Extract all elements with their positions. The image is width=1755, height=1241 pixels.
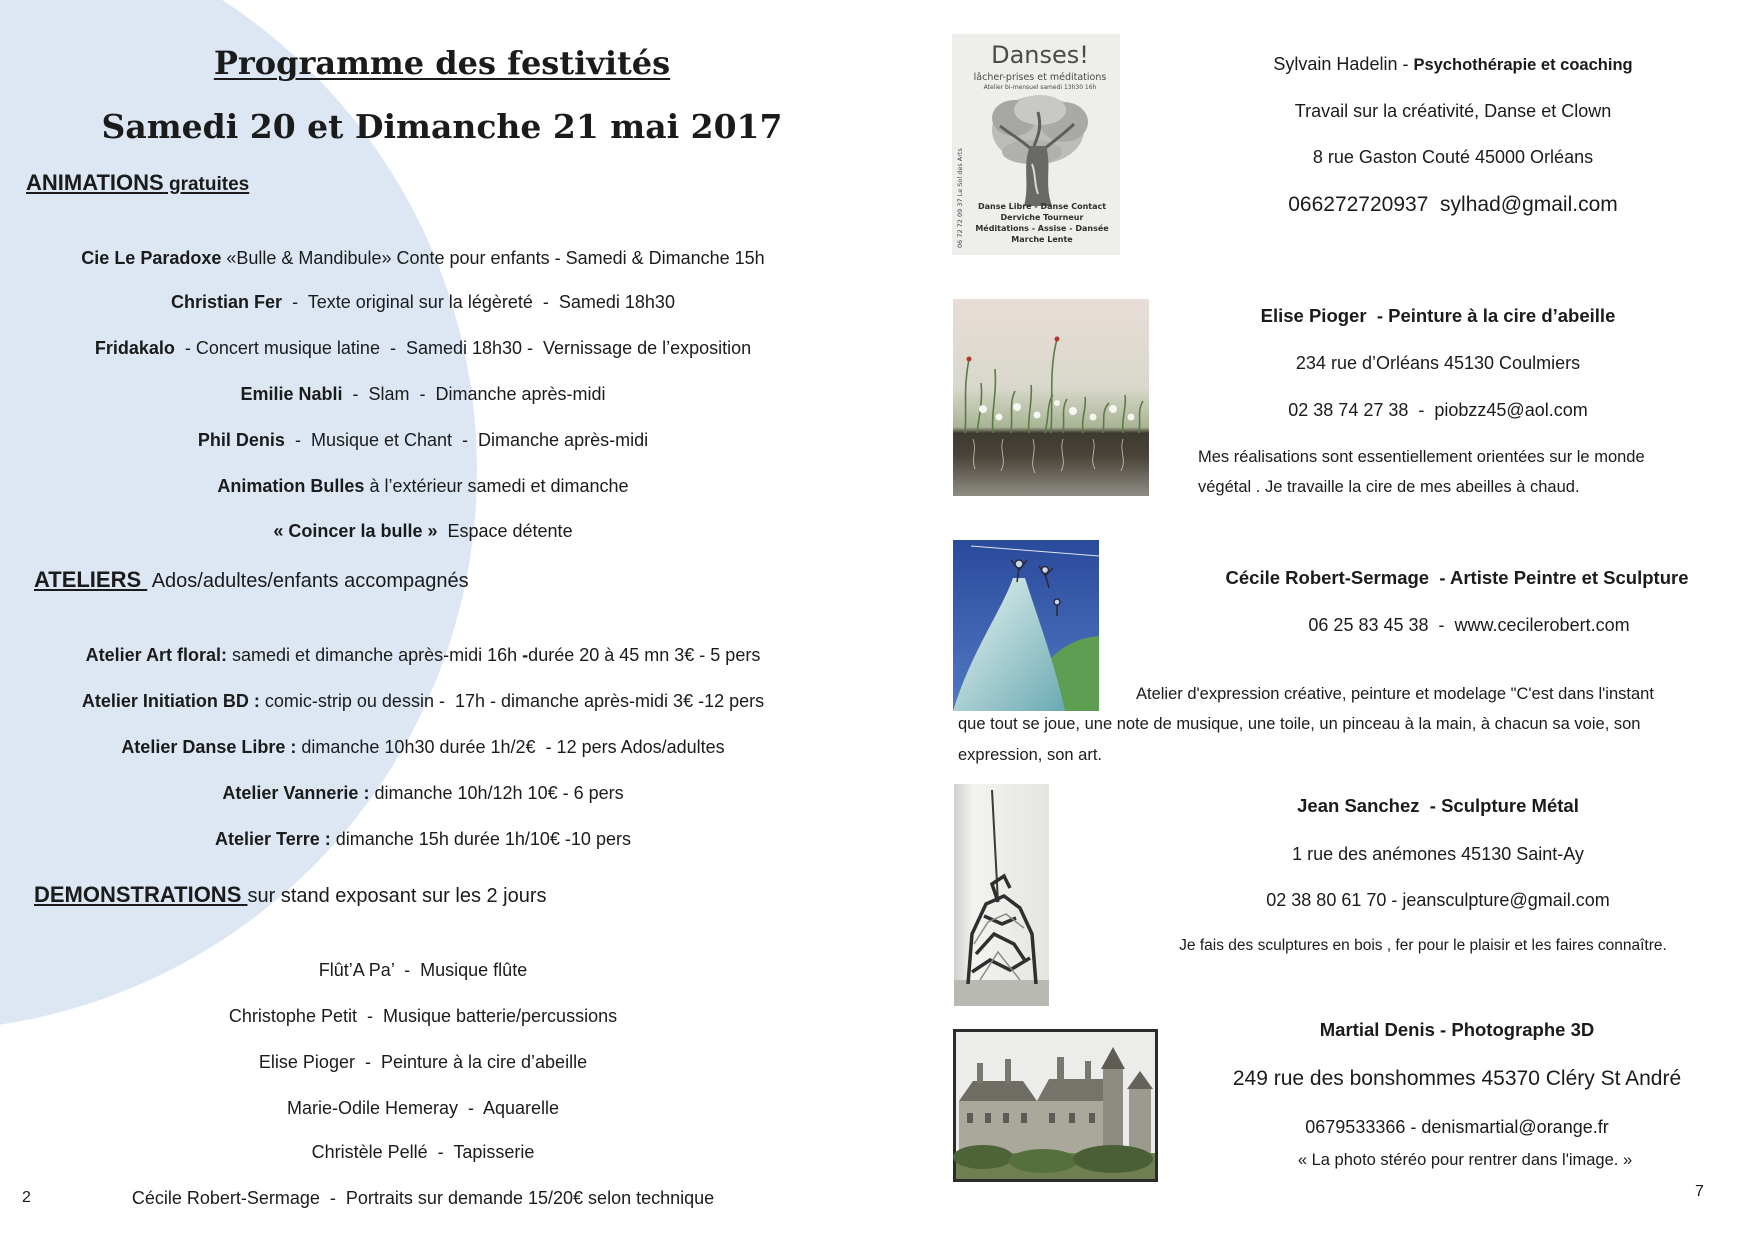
garden-bushes — [953, 1145, 1155, 1179]
item-label: Atelier Art floral: — [85, 645, 228, 665]
exhibitor-address: 249 rue des bonshommes 45370 Cléry St André — [1232, 1067, 1682, 1090]
item-detail: dimanche 10h/12h 10€ - 6 pers — [369, 783, 624, 803]
ateliers-heading — [34, 565, 469, 596]
item-detail: samedi et dimanche après-midi 16h — [227, 645, 523, 665]
exhibitor-description: expression, son art. — [958, 746, 1102, 764]
ateliers-heading-label: ATELIERS — [34, 567, 148, 592]
demonstration-item: Elise Pioger - Peinture à la cire d’abeille — [258, 1052, 588, 1072]
exhibitor-heading: Elise Pioger - Peinture à la cire d’abeille — [1260, 305, 1616, 326]
animation-item — [198, 428, 648, 452]
metal-sculpture-photo — [954, 784, 1049, 1006]
background-circle — [0, 0, 477, 1031]
exhibitor-address: 234 rue d’Orléans 45130 Coulmiers — [1295, 353, 1581, 373]
exhibitor-heading — [1273, 52, 1632, 77]
animation-item — [95, 336, 751, 360]
item-label: Phil Denis — [197, 430, 285, 450]
item-dash: - — [522, 645, 529, 665]
exhibitor-contact: 06 25 83 45 38 - www.cecilerobert.com — [1308, 615, 1630, 635]
exhibitor-address: 8 rue Gaston Couté 45000 Orléans — [1312, 147, 1594, 167]
item-label: Atelier Terre : — [215, 829, 331, 849]
poster-line: Marche Lente — [1011, 235, 1073, 244]
danses-poster-image — [952, 34, 1120, 255]
chateau-photo — [953, 1029, 1158, 1182]
poster-title: Danses! — [991, 41, 1089, 69]
poster-subtitle: lâcher-prises et méditations — [973, 72, 1107, 83]
item-label: Atelier Initiation BD : — [81, 691, 260, 711]
beeswax-painting-image — [953, 299, 1149, 496]
blue-painting-image — [953, 540, 1099, 711]
exhibitor-heading: Cécile Robert-Sermage - Artiste Peintre et Sculpture — [1225, 567, 1689, 588]
demonstration-item: Christèle Pellé - Tapisserie — [311, 1142, 535, 1162]
animations-heading-label: ANIMATIONS gratuites — [26, 170, 250, 195]
exhibitor-contact: 066272720937 sylhad@gmail.com — [1288, 193, 1618, 216]
animation-item — [81, 246, 764, 270]
item-detail: «Bulle & Mandibule» Conte pour enfants - Samedi & Dimanche 15h — [221, 248, 765, 268]
item-label: Emilie Nabli — [240, 384, 343, 404]
item-detail: - Slam - Dimanche après-midi — [342, 384, 606, 404]
poster-side-text: 06 72 72 09 37 Le Sol des Arts — [956, 148, 964, 248]
demonstration-item: Flût’A Pa’ - Musique flûte — [318, 960, 528, 980]
page-title: Programme des festivités — [213, 44, 671, 82]
page-number-left: 2 — [22, 1189, 31, 1206]
atelier-item — [86, 643, 761, 667]
item-detail: - Concert musique latine - Samedi 18h30 - Vernissage de l’exposition — [174, 338, 752, 358]
item-label: Fridakalo — [94, 338, 175, 358]
item-detail: à l’extérieur samedi et dimanche — [364, 476, 629, 496]
animation-item — [217, 474, 628, 498]
exhibitor-heading: Martial Denis - Photographe 3D — [1319, 1019, 1595, 1040]
page-subtitle-dates: Samedi 20 et Dimanche 21 mai 2017 — [101, 107, 783, 146]
poster-schedule: Atelier bi-mensuel samedi 13h30 16h — [983, 84, 1097, 91]
animation-item — [240, 382, 605, 406]
exhibitor-description: Mes réalisations sont essentiellement orientées sur le monde — [1198, 448, 1645, 466]
demonstrations-heading — [34, 880, 547, 911]
item-detail: dimanche 15h durée 1h/10€ -10 pers — [330, 829, 631, 849]
atelier-item — [222, 781, 623, 805]
exhibitor-description: Je fais des sculptures en bois , fer pour le plaisir et les faires connaître. — [1179, 937, 1667, 954]
animation-item — [171, 290, 675, 314]
item-detail: - Texte original sur la légèreté - Samedi 18h30 — [282, 292, 675, 312]
exhibitor-name: Sylvain Hadelin - — [1273, 54, 1414, 74]
item-label: Animation Bulles — [217, 476, 365, 496]
demonstration-item: Marie-Odile Hemeray - Aquarelle — [286, 1098, 560, 1118]
item-label: « Coincer la bulle » — [273, 521, 438, 541]
item-label: Cie Le Paradoxe — [81, 248, 222, 268]
item-label: Atelier Danse Libre : — [121, 737, 297, 757]
item-label: Atelier Vannerie : — [222, 783, 370, 803]
demonstrations-heading-label: DEMONSTRATIONS — [34, 882, 248, 907]
poster-line: Danse Libre - Danse Contact — [977, 202, 1107, 211]
item-label: Christian Fer — [171, 292, 283, 312]
page-number-right: 7 — [1695, 1183, 1704, 1200]
exhibitor-description: « La photo stéréo pour rentrer dans l'image. » — [1297, 1151, 1633, 1169]
animations-heading — [26, 168, 249, 200]
demonstrations-heading-suffix: sur stand exposant sur les 2 jours — [247, 885, 547, 907]
exhibitor-description: végétal . Je travaille la cire de mes abeilles à chaud. — [1198, 478, 1580, 496]
item-detail: Espace détente — [437, 521, 573, 541]
item-detail: durée 20 à 45 mn 3€ - 5 pers — [528, 645, 761, 665]
poster-line: Derviche Tourneur — [1000, 213, 1084, 222]
exhibitor-contact: 02 38 80 61 70 - jeansculpture@gmail.com — [1266, 890, 1610, 910]
atelier-item — [121, 735, 724, 759]
exhibitor-heading: Jean Sanchez - Sculpture Métal — [1297, 795, 1579, 816]
item-detail: dimanche 10h30 durée 1h/2€ - 12 pers Ados/adultes — [296, 737, 725, 757]
exhibitor-line: Travail sur la créativité, Danse et Clown — [1294, 101, 1612, 121]
ateliers-heading-suffix: Ados/adultes/enfants accompagnés — [147, 570, 469, 592]
exhibitor-contact: 02 38 74 27 38 - piobzz45@aol.com — [1288, 400, 1588, 420]
demonstration-item: Cécile Robert-Sermage - Portraits sur demande 15/20€ selon technique — [131, 1188, 715, 1208]
exhibitor-specialty: Psychothérapie et coaching — [1413, 56, 1633, 74]
item-detail: comic-strip ou dessin - 17h - dimanche après-midi 3€ -12 pers — [259, 691, 765, 711]
atelier-item — [215, 827, 631, 851]
exhibitor-description: que tout se joue, une note de musique, une toile, un pinceau à la main, à chacun sa voie, son — [958, 715, 1641, 733]
exhibitor-description: Atelier d'expression créative, peinture et modelage "C'est dans l'instant — [1136, 685, 1654, 703]
atelier-item — [82, 689, 764, 713]
poster-line: Méditations - Assise - Dansée — [975, 224, 1109, 233]
item-detail: - Musique et Chant - Dimanche après-midi — [284, 430, 649, 450]
exhibitor-address: 1 rue des anémones 45130 Saint-Ay — [1292, 844, 1584, 864]
exhibitor-contact: 0679533366 - denismartial@orange.fr — [1305, 1117, 1609, 1137]
demonstration-item: Christophe Petit - Musique batterie/percussions — [228, 1006, 618, 1026]
animation-item — [273, 519, 572, 543]
